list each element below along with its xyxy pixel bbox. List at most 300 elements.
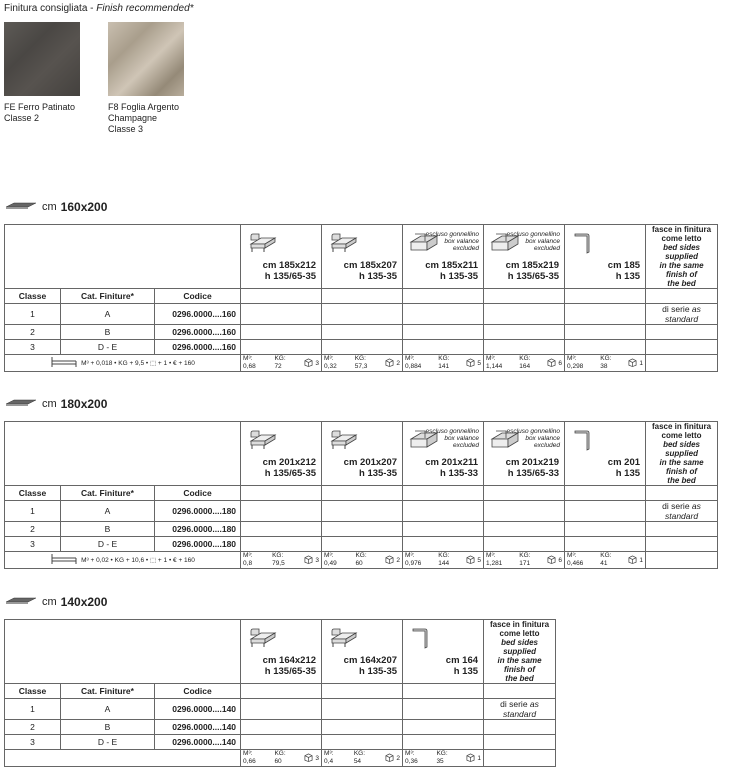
- dimension-height: h 135/65-35: [264, 468, 317, 479]
- dimension-height: h 135/65-35: [264, 666, 317, 677]
- m3-label: M³:: [405, 552, 415, 559]
- cell-code: 0296.0000....180: [155, 522, 241, 537]
- package-icon: [385, 358, 394, 369]
- spec-table: [4, 619, 556, 767]
- cell-code: 0296.0000....180: [155, 537, 241, 552]
- note-line: box valance: [444, 238, 480, 245]
- section-size: 160x200: [60, 200, 108, 214]
- blank-cell: [403, 522, 484, 537]
- finish-title-it: Finitura consigliata: [4, 3, 88, 14]
- dimension-header: [322, 422, 403, 486]
- kg-label: KG:: [354, 355, 366, 362]
- package-count: 1: [639, 359, 644, 367]
- m3-label: M³:: [243, 355, 253, 362]
- m3-value: 0,68: [243, 363, 256, 370]
- kg-value: 141: [438, 363, 450, 370]
- blank-cell: [241, 304, 322, 325]
- note-line: escluso gonnellino: [506, 231, 561, 238]
- header-empty: [5, 422, 241, 486]
- dimension-size: cm 201x207: [343, 457, 398, 468]
- dimension-height: h 135/65-35: [264, 271, 317, 282]
- swatch-label-2: [108, 102, 179, 135]
- section-title: [4, 200, 107, 214]
- bed-sides-line: fasce in finitura: [651, 225, 712, 234]
- cell-code: 0296.0000....160: [155, 325, 241, 340]
- package-count: 2: [396, 359, 401, 367]
- kg-label: KG:: [438, 552, 450, 559]
- cell-cat: D - E: [61, 537, 155, 552]
- col-cat: Cat. Finiture*: [61, 289, 155, 304]
- m3-value: 0,466: [567, 560, 584, 567]
- package-count: 5: [477, 359, 482, 367]
- note-line: excluded: [453, 442, 480, 449]
- blank-cell: [484, 486, 565, 501]
- cell-cat: D - E: [61, 340, 155, 355]
- dimension-header: [484, 422, 565, 486]
- blank-cell: [565, 325, 646, 340]
- bed-sides-line: fasce in finitura: [489, 620, 550, 629]
- dimension-header: [403, 422, 484, 486]
- col-classe: Classe: [5, 486, 61, 501]
- blank-cell: [241, 720, 322, 735]
- package-icon: [466, 555, 475, 566]
- swatch-label-line: Classe 2: [4, 113, 40, 123]
- blank-cell: [646, 486, 718, 501]
- cell-cat: D - E: [61, 735, 155, 750]
- m3-value: 0,298: [567, 363, 584, 370]
- standard-en: as standard: [664, 501, 701, 521]
- bed-sides-line: bed sides supplied: [663, 440, 700, 458]
- swatch-label-line: Champagne: [108, 113, 158, 123]
- bed-size-icon: [4, 398, 38, 410]
- section-size: 180x200: [60, 397, 108, 411]
- kg-label: KG:: [600, 355, 612, 362]
- blank-cell: [565, 340, 646, 355]
- kg-value: 171: [519, 560, 531, 567]
- bed-size-icon: [4, 201, 38, 213]
- standard-it: di serie: [662, 501, 690, 511]
- kg-label: KG:: [274, 750, 286, 757]
- dimension-size: cm 201: [607, 457, 641, 468]
- kg-label: KG:: [272, 552, 284, 559]
- cell-cat: A: [61, 699, 155, 720]
- blank-cell: [322, 289, 403, 304]
- package-icon: [304, 753, 313, 764]
- bed-sides-line: the bed: [505, 674, 534, 683]
- bed-frame-icon: [50, 355, 78, 371]
- blank-cell: [403, 735, 484, 750]
- package-icon: [466, 358, 475, 369]
- bed-sides-line: come letto: [661, 234, 702, 243]
- m3-label: M³:: [324, 750, 334, 757]
- cell-code: 0296.0000....140: [155, 720, 241, 735]
- package-count: 2: [396, 556, 401, 564]
- bed-sides-line: bed sides supplied: [663, 243, 700, 261]
- bed-sides-line: in the same finish of: [659, 458, 704, 476]
- blank-cell: [646, 289, 718, 304]
- packaging-cell: [241, 355, 322, 372]
- blank-cell: [403, 289, 484, 304]
- dimension-header: [484, 225, 565, 289]
- table-row: [5, 340, 718, 355]
- bed-sides-line: the bed: [667, 279, 696, 288]
- m3-value: 0,884: [405, 363, 422, 370]
- blank-cell: [484, 750, 556, 767]
- blank-cell: [484, 325, 565, 340]
- standard-cell: [484, 699, 556, 720]
- headboard-icon: [571, 429, 593, 453]
- kg-label: KG:: [438, 355, 450, 362]
- swatch-label-line: FE Ferro Patinato: [4, 102, 76, 112]
- m3-label: M³:: [405, 355, 415, 362]
- bed-icon: [247, 429, 277, 453]
- col-classe: Classe: [5, 684, 61, 699]
- dimension-header: [241, 620, 322, 684]
- header-empty: [5, 620, 241, 684]
- blank-cell: [565, 537, 646, 552]
- cell-classe: 2: [5, 522, 61, 537]
- dimension-header: [403, 620, 484, 684]
- bed-icon: [328, 429, 358, 453]
- bed-icon: [328, 232, 358, 256]
- cell-cat: B: [61, 720, 155, 735]
- dimension-size: cm 185: [607, 260, 641, 271]
- packaging-cell: [484, 355, 565, 372]
- blank-cell: [322, 537, 403, 552]
- note-line: excluded: [534, 442, 561, 449]
- dimension-height: h 135-35: [359, 468, 398, 479]
- m3-value: 0,4: [324, 758, 334, 765]
- package-icon: [628, 555, 637, 566]
- blank-cell: [403, 486, 484, 501]
- dimension-header: [322, 620, 403, 684]
- bed-sides-line: fasce in finitura: [651, 422, 712, 431]
- spec-table: [4, 421, 718, 569]
- blank-cell: [646, 340, 718, 355]
- blank-cell: [403, 304, 484, 325]
- cell-cat: A: [61, 501, 155, 522]
- increment-text: M³ + 0,018 • KG + 9,5 • ⬚ + 1 • € + 160: [81, 360, 195, 367]
- blank-cell: [241, 289, 322, 304]
- bed-sides-line: in the same finish of: [659, 261, 704, 279]
- headboard-icon: [409, 627, 431, 651]
- packaging-cell: [403, 552, 484, 569]
- blank-cell: [322, 486, 403, 501]
- standard-cell: [646, 501, 718, 522]
- kg-value: 38: [600, 363, 608, 370]
- dimension-height: h 135-33: [440, 468, 479, 479]
- blank-cell: [484, 735, 556, 750]
- kg-value: 144: [438, 560, 450, 567]
- packaging-cell: [322, 552, 403, 569]
- spec-table: [4, 224, 718, 372]
- kg-value: 79,5: [272, 560, 285, 567]
- table-row: [5, 720, 556, 735]
- table-row: [5, 325, 718, 340]
- blank-cell: [322, 325, 403, 340]
- blank-cell: [403, 537, 484, 552]
- m3-label: M³:: [243, 750, 253, 757]
- cell-cat: B: [61, 522, 155, 537]
- blank-cell: [484, 522, 565, 537]
- packaging-cell: [322, 355, 403, 372]
- col-codice: Codice: [155, 486, 241, 501]
- blank-cell: [484, 537, 565, 552]
- kg-value: 35: [436, 758, 444, 765]
- blank-cell: [565, 486, 646, 501]
- blank-cell: [322, 699, 403, 720]
- dimension-header: [403, 225, 484, 289]
- dimension-size: cm 164: [445, 655, 479, 666]
- box-valance-note: [426, 231, 479, 252]
- blank-cell: [403, 325, 484, 340]
- cell-classe: 2: [5, 720, 61, 735]
- cell-classe: 3: [5, 340, 61, 355]
- cell-classe: 3: [5, 537, 61, 552]
- blank-cell: [646, 552, 718, 569]
- blank-cell: [241, 537, 322, 552]
- kg-value: 41: [600, 560, 608, 567]
- bed-size-icon: [4, 596, 38, 608]
- cell-classe: 1: [5, 501, 61, 522]
- bed-sides-header: [484, 620, 556, 684]
- cell-code: 0296.0000....180: [155, 501, 241, 522]
- blank-cell: [565, 522, 646, 537]
- section-prefix: cm: [42, 201, 57, 213]
- blank-cell: [241, 340, 322, 355]
- standard-it: di serie: [662, 304, 690, 314]
- blank-cell: [241, 325, 322, 340]
- dimension-size: cm 185x207: [343, 260, 398, 271]
- packaging-cell: [565, 552, 646, 569]
- package-count: 6: [558, 556, 563, 564]
- blank-cell: [565, 304, 646, 325]
- package-count: 5: [477, 556, 482, 564]
- bed-sides-header: [646, 422, 718, 486]
- dimension-height: h 135-35: [359, 666, 398, 677]
- note-line: excluded: [534, 245, 561, 252]
- dimension-height: h 135: [453, 666, 479, 677]
- package-icon: [385, 555, 394, 566]
- table-row: [5, 699, 556, 720]
- finish-title-en: Finish recommended*: [96, 3, 194, 14]
- dimension-size: cm 185x211: [425, 260, 479, 271]
- m3-value: 0,32: [324, 363, 337, 370]
- blank-cell: [484, 684, 556, 699]
- kg-label: KG:: [353, 750, 366, 757]
- blank-cell: [241, 684, 322, 699]
- cell-classe: 1: [5, 304, 61, 325]
- package-icon: [466, 753, 475, 764]
- dimension-height: h 135/65-35: [507, 271, 560, 282]
- blank-cell: [322, 735, 403, 750]
- blank-cell: [322, 720, 403, 735]
- packaging-cell: [565, 355, 646, 372]
- m3-value: 0,49: [324, 560, 337, 567]
- bed-sides-header: [646, 225, 718, 289]
- bed-icon: [247, 627, 277, 651]
- package-count: 1: [639, 556, 644, 564]
- increment-text: M³ + 0,02 • KG + 10,6 • ⬚ + 1 • € + 160: [81, 557, 195, 564]
- blank-cell: [484, 304, 565, 325]
- packaging-cell: [322, 750, 403, 767]
- standard-en: as standard: [502, 699, 539, 719]
- blank-cell: [322, 501, 403, 522]
- kg-label: KG:: [436, 750, 448, 757]
- blank-cell: [565, 289, 646, 304]
- dimension-height: h 135-35: [359, 271, 398, 282]
- increment-cell: [5, 355, 241, 372]
- cell-cat: A: [61, 304, 155, 325]
- dimension-size: cm 201x211: [425, 457, 479, 468]
- section-size: 140x200: [60, 595, 108, 609]
- m3-label: M³:: [243, 552, 253, 559]
- m3-label: M³:: [324, 355, 334, 362]
- bed-sides-line: come letto: [661, 431, 702, 440]
- bed-frame-icon: [50, 552, 78, 568]
- package-icon: [547, 555, 556, 566]
- m3-value: 0,976: [405, 560, 422, 567]
- m3-label: M³:: [567, 355, 577, 362]
- blank-cell: [403, 340, 484, 355]
- dimension-height: h 135: [615, 271, 641, 282]
- kg-value: 57,3: [354, 363, 368, 370]
- dimension-height: h 135/65-33: [507, 468, 560, 479]
- blank-cell: [403, 699, 484, 720]
- standard-it: di serie: [500, 699, 528, 709]
- swatch-ferro-patinato: [4, 22, 80, 96]
- cell-classe: 3: [5, 735, 61, 750]
- dimension-size: cm 201x219: [505, 457, 560, 468]
- m3-label: M³:: [405, 750, 415, 757]
- m3-value: 0,36: [405, 758, 418, 765]
- table-row: [5, 304, 718, 325]
- dimension-size: cm 201x212: [262, 457, 317, 468]
- blank-cell: [241, 522, 322, 537]
- package-icon: [304, 555, 313, 566]
- note-line: excluded: [453, 245, 480, 252]
- blank-cell: [646, 325, 718, 340]
- package-count: 1: [477, 754, 482, 762]
- cell-code: 0296.0000....160: [155, 340, 241, 355]
- box-valance-note: [507, 231, 560, 252]
- dimension-size: cm 185x219: [505, 260, 560, 271]
- blank-cell: [403, 501, 484, 522]
- increment-cell: [5, 750, 241, 767]
- blank-cell: [484, 289, 565, 304]
- kg-value: 54: [353, 758, 362, 765]
- blank-cell: [403, 684, 484, 699]
- kg-label: KG:: [519, 552, 531, 559]
- increment-cell: [5, 552, 241, 569]
- bed-sides-line: bed sides supplied: [501, 638, 538, 656]
- col-codice: Codice: [155, 684, 241, 699]
- kg-value: 60: [355, 560, 363, 567]
- col-codice: Codice: [155, 289, 241, 304]
- dimension-height: h 135-35: [440, 271, 479, 282]
- m3-label: M³:: [324, 552, 334, 559]
- headboard-icon: [571, 232, 593, 256]
- blank-cell: [646, 537, 718, 552]
- table-row: [5, 501, 718, 522]
- note-line: box valance: [525, 238, 561, 245]
- blank-cell: [484, 720, 556, 735]
- cell-code: 0296.0000....160: [155, 304, 241, 325]
- col-cat: Cat. Finiture*: [61, 684, 155, 699]
- section-prefix: cm: [42, 398, 57, 410]
- packaging-cell: [403, 355, 484, 372]
- m3-value: 1,281: [486, 560, 503, 567]
- dimension-header: [565, 225, 646, 289]
- m3-label: M³:: [486, 355, 496, 362]
- packaging-cell: [484, 552, 565, 569]
- kg-label: KG:: [519, 355, 531, 362]
- box-valance-note: [426, 428, 479, 449]
- kg-value: 164: [519, 363, 531, 370]
- note-line: box valance: [444, 435, 480, 442]
- table-row: [5, 537, 718, 552]
- m3-label: M³:: [486, 552, 496, 559]
- cell-classe: 2: [5, 325, 61, 340]
- bed-icon: [328, 627, 358, 651]
- dimension-header: [241, 225, 322, 289]
- bed-icon: [247, 232, 277, 256]
- swatch-foglia-argento: [108, 22, 184, 96]
- blank-cell: [322, 522, 403, 537]
- blank-cell: [322, 304, 403, 325]
- bed-sides-line: in the same finish of: [497, 656, 542, 674]
- kg-value: 72: [274, 363, 282, 370]
- package-count: 3: [315, 359, 320, 367]
- blank-cell: [322, 340, 403, 355]
- dimension-header: [241, 422, 322, 486]
- blank-cell: [646, 355, 718, 372]
- package-count: 3: [315, 754, 320, 762]
- finish-title: Finitura consigliata - Finish recommended*: [4, 3, 194, 14]
- table-row: [5, 735, 556, 750]
- packaging-cell: [241, 750, 322, 767]
- blank-cell: [565, 501, 646, 522]
- blank-cell: [403, 720, 484, 735]
- packaging-cell: [403, 750, 484, 767]
- swatch-label-1: [4, 102, 75, 124]
- bed-sides-line: the bed: [667, 476, 696, 485]
- bed-sides-line: come letto: [499, 629, 540, 638]
- dimension-header: [322, 225, 403, 289]
- section-title: [4, 595, 107, 609]
- m3-label: M³:: [567, 552, 577, 559]
- package-icon: [628, 358, 637, 369]
- col-classe: Classe: [5, 289, 61, 304]
- kg-label: KG:: [274, 355, 286, 362]
- packaging-cell: [241, 552, 322, 569]
- blank-cell: [241, 699, 322, 720]
- kg-label: KG:: [600, 552, 612, 559]
- kg-value: 60: [274, 758, 282, 765]
- note-line: box valance: [525, 435, 561, 442]
- package-count: 6: [558, 359, 563, 367]
- blank-cell: [241, 501, 322, 522]
- standard-en: as standard: [664, 304, 701, 324]
- cell-code: 0296.0000....140: [155, 735, 241, 750]
- note-line: escluso gonnellino: [506, 428, 561, 435]
- note-line: escluso gonnellino: [425, 231, 480, 238]
- dimension-size: cm 164x207: [343, 655, 398, 666]
- col-cat: Cat. Finiture*: [61, 486, 155, 501]
- package-count: 3: [315, 556, 320, 564]
- blank-cell: [646, 522, 718, 537]
- header-empty: [5, 225, 241, 289]
